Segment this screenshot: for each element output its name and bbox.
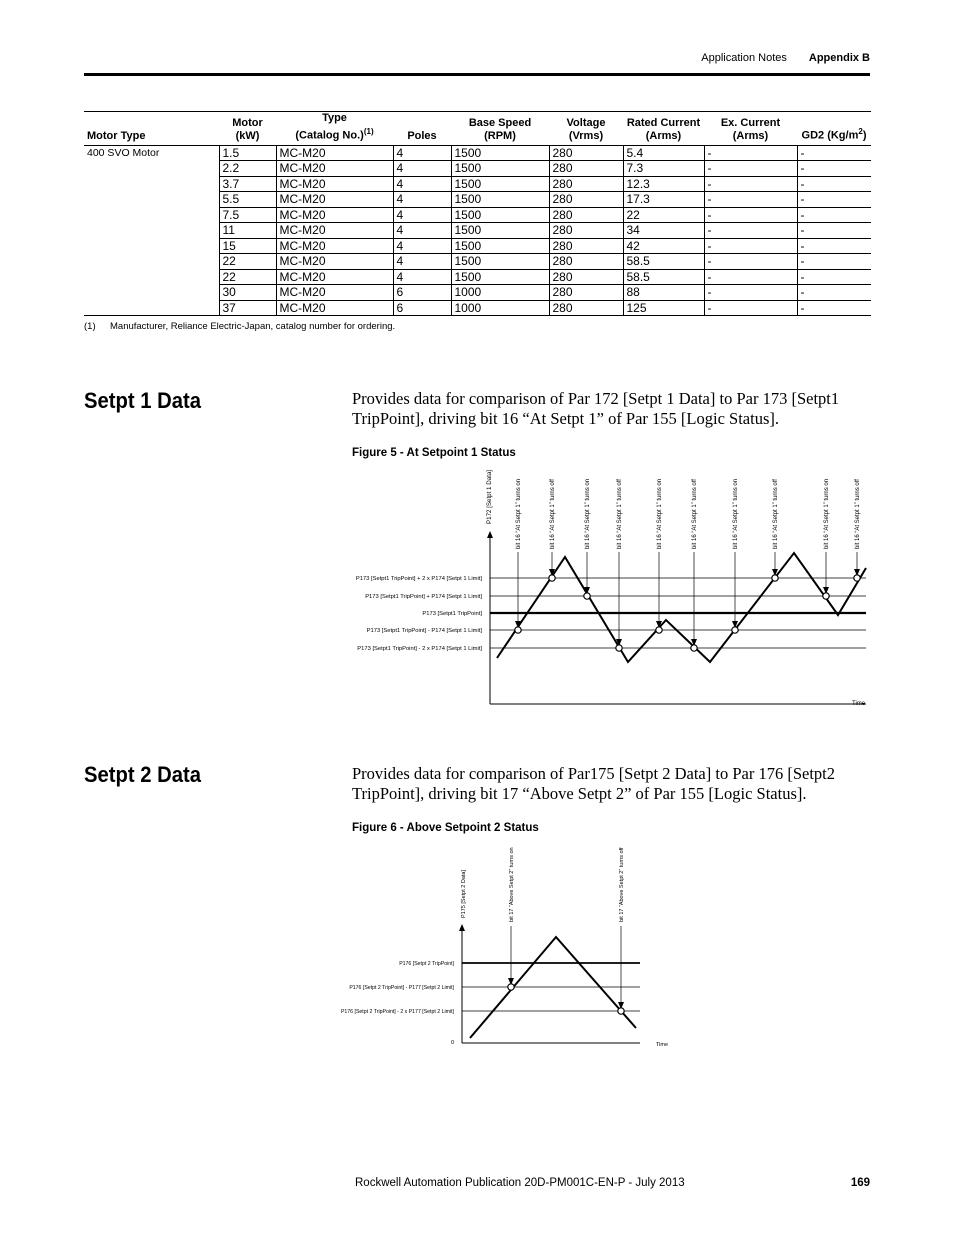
y-axis-label: P172 [Setpt 1 Data] (486, 469, 493, 524)
table-cell-kw: 22 (219, 254, 276, 270)
table-cell-current: 7.3 (623, 161, 704, 177)
table-cell-speed: 1500 (451, 176, 549, 192)
table-cell-volt: 280 (549, 254, 623, 270)
col-base-speed: Base Speed (RPM) (451, 112, 549, 146)
setpt2-body: Provides data for comparison of Par175 [Setpt 2 Data] to Par 176 [Setpt2 TripPoint], driving bit 17 “Above Setpt 2” of Par 155 [Logic Status]. (352, 764, 835, 803)
event-label: bit 16 “At Setpt 1” turns on (657, 478, 663, 549)
level-label: P173 [Setpt1 TripPoint] - P174 [Setpt 1 Limit] (366, 628, 482, 634)
table-cell-gd2: - (797, 285, 871, 301)
event-marker (618, 1008, 624, 1014)
table-cell-speed: 1500 (451, 254, 549, 270)
table-cell-ex: - (704, 207, 797, 223)
table-cell-type: MC-M20 (276, 223, 393, 239)
table-cell-current: 5.4 (623, 145, 704, 161)
table-footnote: (1) Manufacturer, Reliance Electric-Japan, catalog number for ordering. (84, 321, 396, 332)
table-cell-poles: 4 (393, 223, 451, 239)
table-cell-kw: 7.5 (219, 207, 276, 223)
table-cell-ex: - (704, 269, 797, 285)
table-cell-type: MC-M20 (276, 254, 393, 270)
table-cell-speed: 1500 (451, 145, 549, 161)
table-cell-kw: 11 (219, 223, 276, 239)
table-cell-poles: 4 (393, 254, 451, 270)
table-cell-kw: 22 (219, 269, 276, 285)
table-cell-type: MC-M20 (276, 207, 393, 223)
table-cell-current: 58.5 (623, 254, 704, 270)
event-label: bit 16 “At Setpt 1” turns on (824, 478, 830, 549)
y-axis-arrow (459, 924, 465, 931)
level-label: P176 [Setpt 2 TripPoint] (399, 961, 454, 967)
table-cell-volt: 280 (549, 285, 623, 301)
table-cell-kw: 3.7 (219, 176, 276, 192)
table-cell-kw: 5.5 (219, 192, 276, 208)
level-label: P176 [Setpt 2 TripPoint] - P177 [Setpt 2 Limit] (349, 985, 454, 991)
x-axis-label: Time (852, 701, 866, 707)
event-label: bit 16 “At Setpt 1” turns off (617, 479, 623, 549)
event-label: bit 16 “At Setpt 1” turns off (855, 479, 861, 549)
col-rated-current: Rated Current (Arms) (623, 112, 704, 146)
table-cell-ex: - (704, 254, 797, 270)
col-motor-type: Motor Type (84, 112, 219, 146)
col-gd2: GD2 $(Kg/m^2)$ (797, 112, 871, 146)
table-cell-type: MC-M20 (276, 300, 393, 316)
table-cell-poles: 4 (393, 145, 451, 161)
col-voltage: Voltage (Vrms) (549, 112, 623, 146)
table-cell-ex: - (704, 176, 797, 192)
table-cell-speed: 1500 (451, 238, 549, 254)
level-label: P176 [Setpt 2 TripPoint] - 2 x P177 [Setpt 2 Limit] (340, 1009, 454, 1015)
table-cell-motor-type: 400 SVO Motor (84, 145, 219, 161)
table-cell-volt: 280 (549, 223, 623, 239)
table-cell-current: 34 (623, 223, 704, 239)
table-cell-poles: 6 (393, 285, 451, 301)
table-cell-gd2: - (797, 254, 871, 270)
table-cell-ex: - (704, 238, 797, 254)
table-cell-gd2: - (797, 192, 871, 208)
table-cell-current: 12.3 (623, 176, 704, 192)
event-label: bit 16 “At Setpt 1” turns off (550, 479, 556, 549)
table-cell-current: 22 (623, 207, 704, 223)
table-cell-poles: 4 (393, 269, 451, 285)
table-cell-poles: 4 (393, 238, 451, 254)
table-cell-ex: - (704, 285, 797, 301)
table-cell-volt: 280 (549, 161, 623, 177)
table-cell-current: 88 (623, 285, 704, 301)
table-cell-type: MC-M20 (276, 285, 393, 301)
table-cell-current: 42 (623, 238, 704, 254)
table-cell-poles: 4 (393, 207, 451, 223)
table-cell-volt: 280 (549, 238, 623, 254)
table-cell-ex: - (704, 161, 797, 177)
col-poles: Poles (393, 112, 451, 146)
col-type: Type (Catalog No.)$^{(1)}$ (276, 112, 393, 146)
table-cell-speed: 1500 (451, 269, 549, 285)
x-axis-label: Time (656, 1042, 669, 1048)
table-cell-current: 17.3 (623, 192, 704, 208)
table-cell-ex: - (704, 300, 797, 316)
level-label: P173 [Setpt1 TripPoint] (422, 611, 482, 617)
table-cell-speed: 1000 (451, 285, 549, 301)
table-cell-type: MC-M20 (276, 161, 393, 177)
footnote-ref: (1) (363, 127, 374, 136)
table-cell-type: MC-M20 (276, 192, 393, 208)
table-cell-volt: 280 (549, 192, 623, 208)
event-label: bit 16 “At Setpt 1” turns off (692, 479, 698, 549)
table-cell-gd2: - (797, 161, 871, 177)
table-cell-current: 58.5 (623, 269, 704, 285)
table-cell-type: MC-M20 (276, 145, 393, 161)
table-cell-kw: 15 (219, 238, 276, 254)
table-cell-speed: 1500 (451, 207, 549, 223)
table-cell-gd2: - (797, 300, 871, 316)
event-label: bit 17 “Above Setpt 2” turns off (619, 847, 625, 922)
page-number: 169 (850, 1177, 870, 1189)
setpt1-heading: Setpt 1 Data (84, 388, 201, 413)
table-cell-kw: 30 (219, 285, 276, 301)
col-ex-current: Ex. Current (Arms) (704, 112, 797, 146)
table-cell-ex: - (704, 223, 797, 239)
table-cell-volt: 280 (549, 176, 623, 192)
table-cell-current: 125 (623, 300, 704, 316)
setpt2-heading: Setpt 2 Data (84, 762, 201, 787)
table-cell-poles: 6 (393, 300, 451, 316)
table-cell-volt: 280 (549, 269, 623, 285)
level-label: P173 [Setpt1 TripPoint] + P174 [Setpt 1 Limit] (365, 594, 482, 600)
level-label: P173 [Setpt1 TripPoint] - 2 x P174 [Setpt 1 Limit] (357, 646, 482, 652)
table-cell-gd2: - (797, 176, 871, 192)
table-cell-kw: 1.5 (219, 145, 276, 161)
event-label: bit 16 “At Setpt 1” turns on (585, 478, 591, 549)
figure5-title: Figure 5 - At Setpoint 1 Status (352, 447, 516, 459)
table-cell-type: MC-M20 (276, 269, 393, 285)
col-motor-kw: Motor (kW) (219, 112, 276, 146)
table-cell-gd2: - (797, 223, 871, 239)
table-cell-gd2: - (797, 207, 871, 223)
table-cell-type: MC-M20 (276, 176, 393, 192)
table-cell-gd2: - (797, 269, 871, 285)
table-cell-volt: 280 (549, 145, 623, 161)
table-cell-kw: 2.2 (219, 161, 276, 177)
table-cell-poles: 4 (393, 176, 451, 192)
table-cell-speed: 1500 (451, 161, 549, 177)
table-cell-type: MC-M20 (276, 238, 393, 254)
header-appendix: Appendix B (808, 52, 870, 64)
data-waveform (470, 937, 636, 1038)
y-axis-label: P175 [Setpt 2 Data] (461, 869, 467, 918)
table-cell-ex: - (704, 192, 797, 208)
table-cell-volt: 280 (549, 207, 623, 223)
table-cell-poles: 4 (393, 192, 451, 208)
figure6-title: Figure 6 - Above Setpoint 2 Status (352, 822, 539, 834)
setpt1-body: Provides data for comparison of Par 172 [Setpt 1 Data] to Par 173 [Setpt1 TripPoint], driving bit 16 “At Setpt 1” of Par 155 [Logic Status]. (352, 389, 840, 428)
level-label: P173 [Setpt1 TripPoint] + 2 x P174 [Setpt 1 Limit] (355, 576, 482, 582)
table-cell-ex: - (704, 145, 797, 161)
event-label: bit 16 “At Setpt 1” turns on (733, 478, 739, 549)
event-label: bit 16 “At Setpt 1” turns on (516, 478, 522, 549)
table-cell-poles: 4 (393, 161, 451, 177)
table-cell-speed: 1500 (451, 192, 549, 208)
table-cell-kw: 37 (219, 300, 276, 316)
header-section: Application Notes (701, 52, 787, 64)
table-cell-volt: 280 (549, 300, 623, 316)
event-label: bit 16 “At Setpt 1” turns off (773, 479, 779, 549)
table-cell-speed: 1500 (451, 223, 549, 239)
table-cell-speed: 1000 (451, 300, 549, 316)
table-cell-gd2: - (797, 238, 871, 254)
event-label: bit 17 “Above Setpt 2” turns on (509, 847, 515, 922)
event-marker (508, 984, 514, 990)
footer-publication: Rockwell Automation Publication 20D-PM001C-EN-P - July 2013 (355, 1177, 685, 1189)
table-cell-gd2: - (797, 145, 871, 161)
zero-label: 0 (450, 1040, 454, 1046)
